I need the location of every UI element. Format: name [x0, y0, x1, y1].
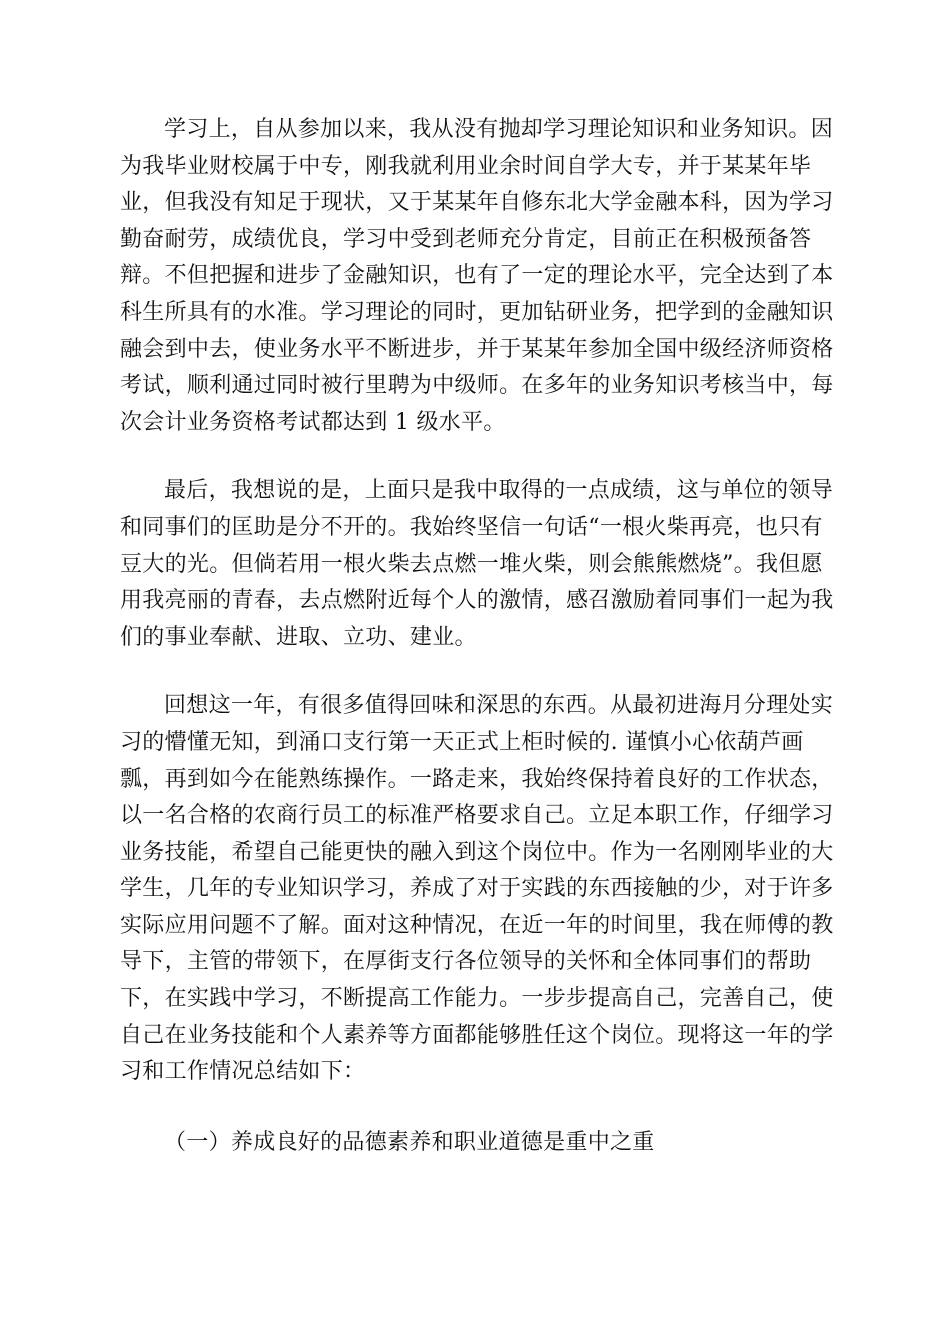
text-line: 自己在业务技能和个人素养等方面都能够胜任这个岗位。现将这一年的学	[120, 1022, 834, 1048]
paragraph-review	[120, 688, 832, 1091]
text-line: 回想这一年，有很多值得回味和深思的东西。从最初进海月分理处实	[164, 693, 834, 719]
text-line: 融会到中去，使业务水平不断进步，并于某某年参加全国中级经济师资格	[120, 336, 834, 362]
text-line: 以一名合格的农商行员工的标准严格要求自己。立足本职工作，仔细学习	[120, 803, 834, 829]
text-line: 考试，顺利通过同时被行里聘为中级师。在多年的业务知识考核当中，每	[120, 373, 834, 399]
text-line: 和同事们的匡助是分不开的。我始终坚信一句话“一根火柴再亮，也只有	[120, 514, 823, 540]
text-line: 下，在实践中学习，不断提高工作能力。一步步提高自己，完善自己，使	[120, 986, 834, 1012]
text-line: 习和工作情况总结如下：	[120, 1059, 366, 1085]
text-line: 瓢，再到如今在能熟练操作。一路走来，我始终保持着良好的工作状态，	[120, 766, 834, 792]
text-line: 们的事业奉献、进取、立功、建业。	[120, 624, 477, 650]
text-line: 科生所具有的水准。学习理论的同时，更加钻研业务，把学到的金融知识	[120, 299, 834, 325]
text-line: 勤奋耐劳，成绩优良，学习中受到老师充分肯定，目前正在积极预备答	[120, 226, 812, 252]
paragraph-conclusion	[120, 473, 832, 656]
text-line: 豆大的光。但倘若用一根火柴去点燃一堆火柴，则会熊熊燃烧”。我但愿	[120, 551, 823, 577]
text-line: 习的懵懂无知，到涌口支行第一天正式上柜时候的. 谨慎小心依葫芦画	[120, 729, 804, 755]
document-body	[120, 112, 832, 1161]
text-line: 导下，主管的带领下，在厚街支行各位领导的关怀和全体同事们的帮助	[120, 949, 812, 975]
text-line: 用我亮丽的青春，去点燃附近每个人的激情，感召激励着同事们一起为我	[120, 588, 834, 614]
text-line: 业，但我没有知足于现状，又于某某年自修东北大学金融本科，因为学习	[120, 190, 834, 216]
text-line: 实际应用问题不了解。面对这种情况，在近一年的时间里，我在师傅的教	[120, 912, 834, 938]
text-line: 业务技能，希望自己能更快的融入到这个岗位中。作为一名刚刚毕业的大	[120, 839, 834, 865]
paragraph-study	[120, 112, 832, 441]
text-line: 最后，我想说的是，上面只是我中取得的一点成绩，这与单位的领导	[164, 478, 834, 504]
text-line: 次会计业务资格考试都达到 1 级水平。	[120, 409, 506, 435]
section-heading	[120, 1125, 832, 1162]
section-heading-text: （一）养成良好的品德素养和职业道德是重中之重	[164, 1129, 655, 1155]
text-line: 学习上，自从参加以来，我从没有抛却学习理论知识和业务知识。因	[164, 117, 834, 142]
text-line: 辩。不但把握和进步了金融知识，也有了一定的理论水平，完全达到了本	[120, 263, 834, 289]
text-line: 为我毕业财校属于中专，刚我就利用业余时间自学大专，并于某某年毕	[120, 153, 812, 179]
text-line: 学生，几年的专业知识学习，养成了对于实践的东西接触的少，对于许多	[120, 876, 834, 902]
